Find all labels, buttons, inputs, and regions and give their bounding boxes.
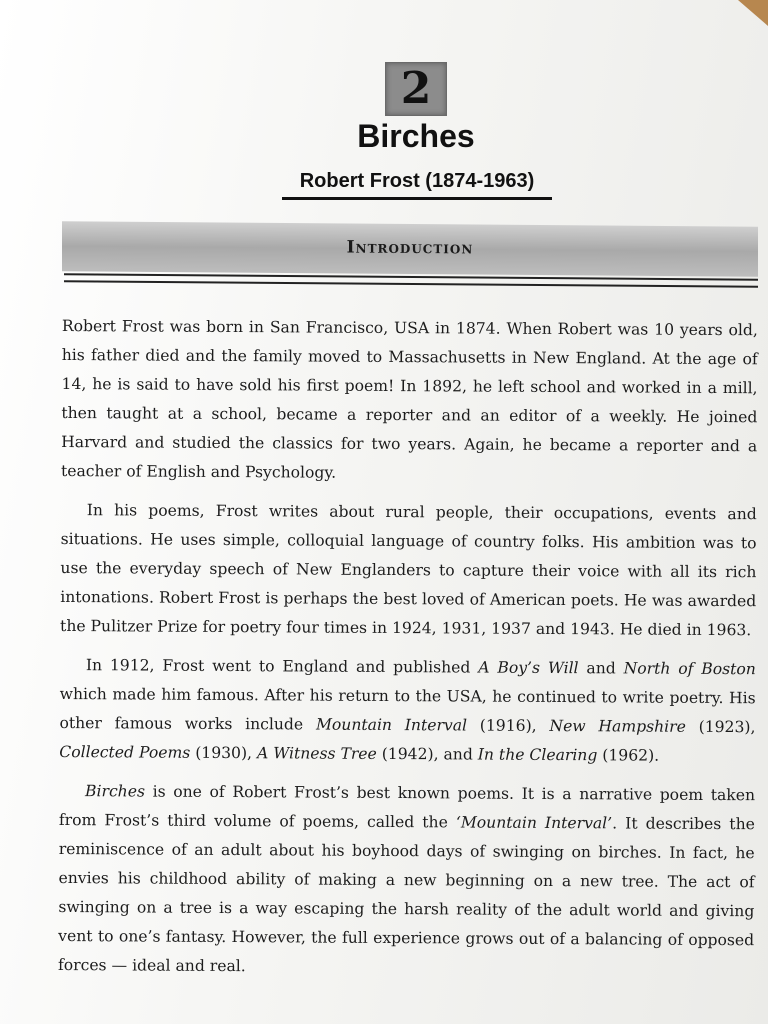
poem-author: Robert Frost (1874-1963): [282, 170, 552, 200]
page-corner: [738, 0, 768, 26]
work-title: Birches: [85, 782, 146, 801]
text-span: (1962).: [597, 746, 660, 765]
section-heading: Introduction: [346, 237, 474, 259]
work-title: Collected Poems: [59, 742, 191, 762]
work-title: ‘Mountain Interval’: [455, 813, 613, 833]
work-title: A Boy’s Will: [478, 658, 579, 678]
chapter-number-badge: [385, 62, 447, 116]
section-heading-band: [62, 221, 758, 276]
poem-title: Birches: [357, 118, 475, 154]
text-span: is one of Robert Frost’s best known poems. It is a narrative poem taken from Frost’s third volume of poems, called the: [58, 782, 756, 832]
paragraph-3: [59, 651, 756, 771]
work-title: Mountain Interval: [315, 715, 468, 735]
text-span: In 1912, Frost went to England and published: [85, 656, 479, 677]
work-title: In the Clearing: [477, 745, 598, 765]
paragraph-4: [58, 777, 755, 984]
paragraph-2: In his poems, Frost writes about rural people, their occupations, events and situations. He uses simple, colloquial language of country folks. His ambition was to use the everyday speech of New Englanders to capture their voice with all its rich intonations. Robert Frost is perhaps the best loved of American poets. He was awarded the Pulitzer Prize for poetry four times in 1924, 1931, 1937 and 1943. He died in 1963.: [60, 501, 757, 640]
text-span: which made him famous. After his return to the USA, he continued to write poetry. His other famous works include: [59, 684, 756, 734]
text-span: (1916),: [466, 716, 550, 735]
heading-rule-bottom: [64, 280, 758, 287]
introduction-body: [58, 312, 758, 994]
text-span: (1930),: [190, 743, 258, 763]
text-span: (1942), and: [376, 744, 478, 764]
text-span: and: [578, 659, 624, 678]
work-title: North of Boston: [623, 659, 756, 679]
text-span: . It describes the reminiscence of an adult about his boyhood days of swinging on birches. In fact, he envies his childhood ability of making a new beginning on a new tree. The act of swinging on a tree is a way escaping the harsh reality of the adult world and giving vent to one’s fantasy. However, the full experience grows out of a balancing of opposed forces — ideal and real.: [57, 814, 755, 976]
text-span: (1923),: [685, 717, 756, 737]
paragraph-1: Robert Frost was born in San Francisco, USA in 1874. When Robert was 10 years old, his father died and the family moved to Massachusetts in New England. At the age of 14, he is said to have sold his first poem! In 1892, he left school and worked in a mill, then taught at a school, became a reporter and an editor of a weekly. He joined Harvard and studied the classics for two years. Again, he became a reporter and a teacher of English and Psychology.: [60, 316, 758, 482]
work-title: New Hampshire: [549, 716, 686, 736]
work-title: A Witness Tree: [256, 744, 377, 763]
chapter-number: 2: [400, 63, 432, 114]
